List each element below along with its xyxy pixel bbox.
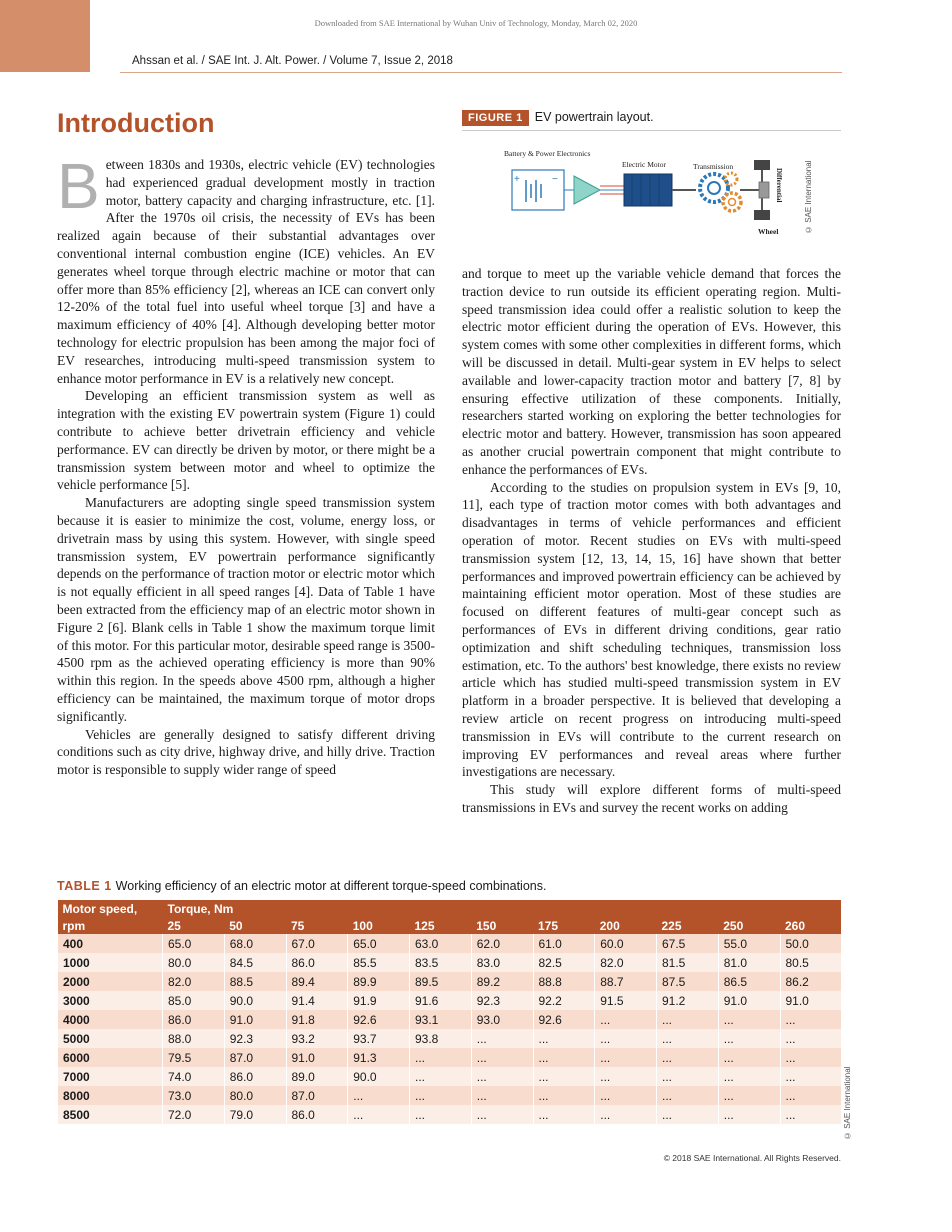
transmission-label: Transmission — [693, 162, 734, 171]
efficiency-cell: 81.0 — [718, 953, 780, 972]
torque-col-header: 260 — [780, 917, 841, 934]
efficiency-cell: 91.8 — [286, 1010, 348, 1029]
efficiency-cell: ... — [657, 1067, 719, 1086]
efficiency-cell: 89.0 — [286, 1067, 348, 1086]
differential-axle-icon — [754, 160, 783, 236]
battery-minus: − — [552, 174, 558, 185]
paragraph: Developing an efficient transmission system as well as integration with the existing EV powertrain system (Figure 1) could contribute to achieve better drivetrain efficiency and vehicle performance. EV can directly be driven by motor, or there might be a transmission system between motor and wheel to optimize the vehicle performance [5]. — [57, 388, 435, 493]
powertrain-diagram — [500, 146, 810, 241]
efficiency-cell: ... — [410, 1086, 472, 1105]
efficiency-cell: 91.0 — [224, 1010, 286, 1029]
efficiency-cell: 92.2 — [533, 991, 595, 1010]
battery-plus: + — [514, 174, 520, 185]
efficiency-cell: ... — [780, 1105, 841, 1124]
table-header-row-1 — [58, 900, 842, 917]
efficiency-cell: ... — [471, 1086, 533, 1105]
efficiency-cell: 68.0 — [224, 934, 286, 953]
efficiency-cell: ... — [533, 1029, 595, 1048]
header-rule — [120, 72, 842, 73]
efficiency-cell: 88.8 — [533, 972, 595, 991]
row-header-label: Motor speed, — [58, 900, 163, 917]
efficiency-cell: ... — [410, 1067, 472, 1086]
efficiency-cell: 93.8 — [410, 1029, 472, 1048]
efficiency-cell: ... — [471, 1029, 533, 1048]
table-row — [58, 1029, 842, 1048]
torque-col-header: 25 — [163, 917, 225, 934]
torque-col-header: 50 — [224, 917, 286, 934]
table-row — [58, 953, 842, 972]
efficiency-cell: 82.5 — [533, 953, 595, 972]
efficiency-cell: 88.7 — [595, 972, 657, 991]
efficiency-cell: ... — [348, 1086, 410, 1105]
efficiency-cell: ... — [595, 1048, 657, 1067]
efficiency-cell: 50.0 — [780, 934, 841, 953]
page-corner-tab — [0, 0, 90, 72]
table-row — [58, 991, 842, 1010]
efficiency-cell: ... — [718, 1029, 780, 1048]
efficiency-cell: 86.0 — [286, 1105, 348, 1124]
efficiency-cell: 85.0 — [163, 991, 225, 1010]
efficiency-cell: ... — [780, 1086, 841, 1105]
efficiency-cell: 92.3 — [471, 991, 533, 1010]
efficiency-cell: 80.0 — [224, 1086, 286, 1105]
torque-col-header: 125 — [410, 917, 472, 934]
efficiency-cell: 80.5 — [780, 953, 841, 972]
efficiency-cell: ... — [657, 1010, 719, 1029]
efficiency-cell: ... — [718, 1105, 780, 1124]
table-row — [58, 1105, 842, 1124]
efficiency-cell: ... — [780, 1067, 841, 1086]
efficiency-cell: ... — [718, 1048, 780, 1067]
efficiency-cell: ... — [348, 1105, 410, 1124]
efficiency-cell: 65.0 — [348, 934, 410, 953]
efficiency-cell: ... — [780, 1029, 841, 1048]
torque-col-header: 100 — [348, 917, 410, 934]
differential-label: Differential — [775, 168, 783, 203]
efficiency-cell: 89.5 — [410, 972, 472, 991]
efficiency-cell: 93.0 — [471, 1010, 533, 1029]
efficiency-cell: ... — [718, 1010, 780, 1029]
efficiency-cell: 73.0 — [163, 1086, 225, 1105]
efficiency-cell: ... — [595, 1010, 657, 1029]
speed-cell: 2000 — [58, 972, 163, 991]
efficiency-cell: 83.5 — [410, 953, 472, 972]
table-row — [58, 1010, 842, 1029]
efficiency-cell: 90.0 — [348, 1067, 410, 1086]
efficiency-cell: 63.0 — [410, 934, 472, 953]
efficiency-cell: ... — [533, 1067, 595, 1086]
rights-notice: © 2018 SAE International. All Rights Reserved. — [663, 1153, 841, 1163]
efficiency-cell: 61.0 — [533, 934, 595, 953]
efficiency-cell: ... — [410, 1048, 472, 1067]
speed-cell: 8500 — [58, 1105, 163, 1124]
efficiency-cell: 80.0 — [163, 953, 225, 972]
drop-cap: B — [57, 150, 100, 222]
efficiency-cell: 92.3 — [224, 1029, 286, 1048]
efficiency-cell: 67.0 — [286, 934, 348, 953]
row-header-unit: rpm — [58, 917, 163, 934]
torque-col-header: 225 — [657, 917, 719, 934]
efficiency-cell: 86.0 — [163, 1010, 225, 1029]
efficiency-cell: 74.0 — [163, 1067, 225, 1086]
power-cables — [600, 186, 624, 194]
efficiency-cell: 82.0 — [595, 953, 657, 972]
efficiency-cell: 91.0 — [286, 1048, 348, 1067]
efficiency-cell: 88.5 — [224, 972, 286, 991]
efficiency-cell: 91.4 — [286, 991, 348, 1010]
electric-motor-icon — [624, 174, 696, 206]
efficiency-cell: 86.5 — [718, 972, 780, 991]
efficiency-cell: ... — [533, 1105, 595, 1124]
efficiency-cell: 62.0 — [471, 934, 533, 953]
table-row — [58, 1048, 842, 1067]
efficiency-cell: 55.0 — [718, 934, 780, 953]
efficiency-cell: ... — [595, 1105, 657, 1124]
section-title: Introduction — [57, 108, 215, 138]
figure-caption — [462, 110, 841, 131]
table-row — [58, 1086, 842, 1105]
paragraph: According to the studies on propulsion system in EVs [9, 10, 11], each type of traction motor comes with both advantages and disadvantages in terms of vehicle performances and efficient operation of motor. Recent studies on EVs with multi-speed transmission system [12, 13, 14, 15, 16] have shown that better performances and improved powertrain efficiency can be achieved by maintaining efficient motor operation. Most of these studies are focused on different features of multi-gear concept such as performances of EVs in different driving conditions, gear ratio optimization and shift scheduling techniques, transmission loss estimation, etc. To the authors' best knowledge, there exists no review article which has studied multi-speed transmission system in EV platform in a broader perspective. It is believed that developing a review article on recent progress on introducing multi-speed transmission in EVs will contribute to the current research on improving EV performances and reveal areas where further investigations are necessary. — [462, 479, 841, 780]
speed-cell: 5000 — [58, 1029, 163, 1048]
table-copyright: © SAE International — [843, 1066, 852, 1140]
table-header-row-2 — [58, 917, 842, 934]
efficiency-cell: ... — [410, 1105, 472, 1124]
torque-col-header: 150 — [471, 917, 533, 934]
efficiency-cell: ... — [780, 1048, 841, 1067]
efficiency-cell: 87.5 — [657, 972, 719, 991]
torque-col-header: 250 — [718, 917, 780, 934]
efficiency-cell: ... — [657, 1086, 719, 1105]
paragraph: Manufacturers are adopting single speed transmission system because it is easier to minimize the cost, volume, energy loss, or drivetrain mass by using this system. However, with single speed transmission system, EV powertrain performance significantly depends on the performance of traction motor or electric motor which is not equally efficient in all speed ranges [4]. Data of Table 1 have been extracted from the efficiency map of an electric motor shown in Figure 2 [6]. Blank cells in Table 1 show the maximum torque limit of this motor. For this particular motor, desirable speed range is 3500-4500 rpm as the achieved operating efficiency is more than 90% within this region. In the speeds above 4500 rpm, although a higher efficiency can be maintained, the maximum torque of motor drops significantly. — [57, 495, 435, 724]
efficiency-cell: 72.0 — [163, 1105, 225, 1124]
transmission-gears-icon — [700, 173, 762, 211]
speed-cell: 1000 — [58, 953, 163, 972]
efficiency-cell: 86.0 — [224, 1067, 286, 1086]
table-row — [58, 1067, 842, 1086]
efficiency-cell: 81.5 — [657, 953, 719, 972]
efficiency-cell: 88.0 — [163, 1029, 225, 1048]
efficiency-cell: ... — [718, 1067, 780, 1086]
figure-label: FIGURE 1 — [462, 110, 529, 126]
speed-cell: 400 — [58, 934, 163, 953]
efficiency-cell: ... — [657, 1029, 719, 1048]
left-column — [57, 150, 435, 779]
efficiency-cell: ... — [533, 1048, 595, 1067]
efficiency-cell: 91.5 — [595, 991, 657, 1010]
efficiency-cell: 93.2 — [286, 1029, 348, 1048]
efficiency-cell: 89.2 — [471, 972, 533, 991]
efficiency-cell: 87.0 — [224, 1048, 286, 1067]
efficiency-cell: 92.6 — [348, 1010, 410, 1029]
efficiency-cell: 92.6 — [533, 1010, 595, 1029]
motor-label: Electric Motor — [622, 160, 666, 169]
running-head: Ahssan et al. / SAE Int. J. Alt. Power. / Volume 7, Issue 2, 2018 — [132, 55, 453, 67]
efficiency-cell: 83.0 — [471, 953, 533, 972]
efficiency-cell: 91.3 — [348, 1048, 410, 1067]
table-row — [58, 934, 842, 953]
paragraph: Vehicles are generally designed to satisfy different driving conditions such as city drive, highway drive, and hilly drive. Traction motor is responsible to supply wider range of speed — [57, 726, 435, 778]
download-notice: Downloaded from SAE International by Wuhan Univ of Technology, Monday, March 02, 2020 — [314, 18, 638, 28]
efficiency-cell: 82.0 — [163, 972, 225, 991]
table-caption — [57, 879, 546, 893]
efficiency-cell: 91.0 — [780, 991, 841, 1010]
efficiency-cell: 91.9 — [348, 991, 410, 1010]
torque-col-header: 175 — [533, 917, 595, 934]
efficiency-cell: ... — [471, 1105, 533, 1124]
right-column — [462, 265, 841, 817]
figure-copyright: © SAE International — [804, 160, 813, 235]
table-row — [58, 972, 842, 991]
efficiency-cell: ... — [657, 1048, 719, 1067]
battery-label: Battery & Power Electronics — [504, 149, 591, 158]
speed-cell: 8000 — [58, 1086, 163, 1105]
efficiency-cell: 90.0 — [224, 991, 286, 1010]
efficiency-cell: 87.0 — [286, 1086, 348, 1105]
wheel-label: Wheel — [758, 227, 779, 236]
efficiency-cell: 89.4 — [286, 972, 348, 991]
torque-group-header: Torque, Nm — [163, 900, 842, 917]
efficiency-cell: ... — [657, 1105, 719, 1124]
efficiency-cell: 79.0 — [224, 1105, 286, 1124]
efficiency-cell: 86.2 — [780, 972, 841, 991]
paragraph: and torque to meet up the variable vehicle demand that forces the traction device to run outside its efficient operating region. Multi-speed transmission idea could offer a realistic solution to keep the electric motor efficient during the operation of EVs. However, this system comes with some other complexities in different forms, which will be discussed in detail. Multi-gear system in EV helps to select available and lower-capacity traction motor and battery [7, 8] by ensuring effective utilization of these components. Initially, researchers started working on exploring the better technologies for electric motor and battery. However, transmission has soon appeared as another crucial powertrain component that might contribute to enhance the performances of EVs. — [462, 266, 841, 477]
torque-col-header: 75 — [286, 917, 348, 934]
efficiency-cell: ... — [595, 1067, 657, 1086]
speed-cell: 7000 — [58, 1067, 163, 1086]
speed-cell: 4000 — [58, 1010, 163, 1029]
efficiency-cell: 79.5 — [163, 1048, 225, 1067]
efficiency-cell: 67.5 — [657, 934, 719, 953]
speed-cell: 3000 — [58, 991, 163, 1010]
paragraph — [57, 150, 435, 387]
efficiency-cell: 84.5 — [224, 953, 286, 972]
efficiency-cell: 93.1 — [410, 1010, 472, 1029]
efficiency-cell: 91.6 — [410, 991, 472, 1010]
power-electronics-icon — [574, 176, 600, 204]
efficiency-cell: ... — [595, 1086, 657, 1105]
efficiency-cell: 85.5 — [348, 953, 410, 972]
table-caption-text: Working efficiency of an electric motor at different torque-speed combinations. — [115, 879, 547, 893]
efficiency-cell: ... — [471, 1067, 533, 1086]
efficiency-cell: 93.7 — [348, 1029, 410, 1048]
figure-caption-text: EV powertrain layout. — [534, 110, 654, 124]
efficiency-cell: 65.0 — [163, 934, 225, 953]
efficiency-cell: ... — [471, 1048, 533, 1067]
efficiency-cell: 91.0 — [718, 991, 780, 1010]
battery-icon — [512, 170, 574, 210]
torque-col-header: 200 — [595, 917, 657, 934]
efficiency-cell: ... — [718, 1086, 780, 1105]
table-label: TABLE 1 — [57, 879, 112, 893]
speed-cell: 6000 — [58, 1048, 163, 1067]
efficiency-cell: ... — [533, 1086, 595, 1105]
efficiency-cell: ... — [595, 1029, 657, 1048]
paragraph: This study will explore different forms of multi-speed transmissions in EVs and survey the recent works on adding — [462, 782, 841, 815]
paragraph-text: etween 1830s and 1930s, electric vehicle (EV) technologies had experienced gradual development mostly in traction motor, battery capacity and charging infrastructure, etc. [1]. After the 1970s oil crisis, the necessity of EVs has been realized again because of their substantial advantages over conventional internal combustion engine (ICE) vehicles. An EV generates wheel torque through electric machine or motor that can offer more than 85% efficiency [2], whereas an ICE can convert only 12-20% of the total fuel into useful wheel torque [3] and have a maximum efficiency of 40% [4]. Although developing better motor technology for electric propulsion has been among the major foci of EV researches, introducing multi-speed transmission system to enhance motor performance in EV is a relatively new concept. — [57, 157, 435, 386]
efficiency-cell: 60.0 — [595, 934, 657, 953]
efficiency-cell: 86.0 — [286, 953, 348, 972]
efficiency-table — [57, 900, 841, 1124]
efficiency-cell: ... — [780, 1010, 841, 1029]
efficiency-cell: 89.9 — [348, 972, 410, 991]
efficiency-cell: 91.2 — [657, 991, 719, 1010]
